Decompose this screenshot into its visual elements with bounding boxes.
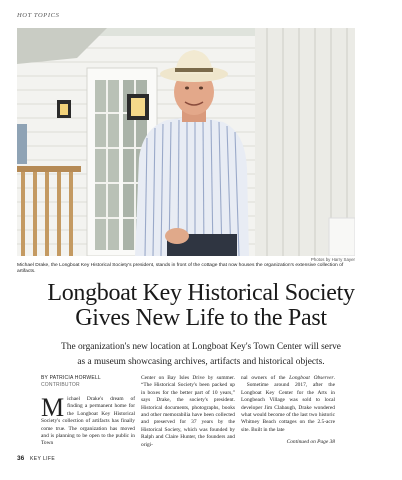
drop-cap: M <box>41 393 65 422</box>
deck-line-2: as a museum showcasing archives, artifacts and historical objects. <box>77 357 325 367</box>
photo-credit: Photos by Harry Sayer <box>310 257 355 262</box>
body-column-2 <box>141 375 235 449</box>
deck-line-1: The organization's new location at Longboat Key's Town Center will serve <box>61 342 341 352</box>
photo-caption: Michael Drake, the Longboat Key Historical Society's president, stands in front of the cottage that now houses the organization's extensive collection of artifacts. <box>17 263 344 274</box>
byline <box>41 375 101 389</box>
folio <box>17 455 55 462</box>
body-paragraph-1: ichael Drake's dream of finding a permanent home for the Longboat Key Historical Society's collection of artifacts has finally come true. The organization has moved and is planning to be open to the public in Town <box>41 396 135 447</box>
byline-role: CONTRIBUTOR <box>41 382 80 388</box>
magazine-name: KEY LIFE <box>30 456 56 462</box>
body-paragraph-3 <box>241 375 335 434</box>
section-tag: HOT TOPICS <box>17 12 60 19</box>
page-number: 36 <box>17 455 25 462</box>
headline <box>0 281 402 331</box>
body-text: nal owners of the <box>241 375 290 381</box>
headline-line-1: Longboat Key Historical Society <box>47 280 355 306</box>
headline-line-2: Gives New Life to the Past <box>75 305 327 331</box>
body-column-3 <box>241 375 335 434</box>
deck <box>0 340 402 370</box>
publication-name: Longboat Observer <box>289 375 334 381</box>
body-paragraph-2: Center on Bay Isles Drive by summer. “The Historical Society's been packed up in boxes for the better part of 10 years,” says Drake, the society's president. Historical documents, photographs, books and other memorabilia have been collected and preserved for 37 years by the Historical Society, which was founded by Ralph and Claire Hunter, the founders and origi- <box>141 375 235 448</box>
continued-note: Continued on Page 38 <box>286 439 335 445</box>
byline-author: BY PATRICIA HORWELL <box>41 375 101 381</box>
feature-photo <box>17 28 355 256</box>
body-column-1 <box>41 393 135 448</box>
body-text: . Sometime around 2017, after the Longboat Key Center for the Arts in Longbeach Village was sold to local developer Jim Clabaugh, Drake wondered what would become of the last two historic Whitney Beach cottages on the 2.5-acre site. Built in the late <box>241 375 335 433</box>
